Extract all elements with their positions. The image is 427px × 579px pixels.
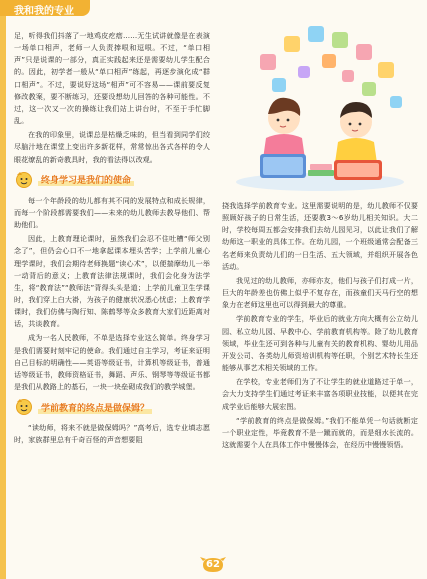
column-header-label: 我和我的专业	[14, 6, 74, 17]
paragraph: 我见过的幼儿教师，亦师亦友，他们与孩子们打成一片，巨大的年龄差也仿佛上似乎不复存在，而孩童们天马行空的想象力在老师这里也可以得到最大的尊重。	[222, 275, 418, 310]
right-column	[222, 200, 418, 453]
cartoon-mascot-icon	[14, 398, 34, 416]
cartoon-mascot-icon	[14, 171, 34, 189]
paragraph: 每一个年龄段的幼儿都有其不同的发展特点和成长规律，而每一个阶段都需要我们——未来的幼儿教师去教导他们、帮助他们。	[14, 195, 210, 230]
section-heading	[14, 398, 210, 416]
paragraph: 在学校，专业老师们为了不让学生的就业道路过于单一，会大力支持学生们通过考证来丰富各项职业技能，以便其在完成学业后能够大展宏图。	[222, 377, 418, 411]
section-title: 学前教育的终点是做保姆？	[38, 401, 152, 414]
paragraph: “读幼师，将来不就是做保姆吗？”高考后，选专业填志愿时，家族群里总有千奇百怪的声音想要阻	[14, 423, 210, 445]
left-column	[14, 30, 210, 449]
left-border-stripe	[0, 0, 6, 579]
children-learning-illustration	[222, 14, 418, 196]
paragraph: 挠我选择学前教育专业。这里需要说明的是，幼儿教师不仅要照顾好孩子的日常生活，还要教3～6岁幼儿相关知识。大二时，学校每周五都会安排我们去幼儿园见习，以此让我们了解幼师这一职业的具体工作。在幼儿园，一个班级通常会配备三名老师来负责幼儿们的一日生活、五大领域，并组织开展各色活动。	[222, 201, 418, 271]
paragraph: 足，听得我们抖落了一地鸡皮疙瘩……无生试讲就像是在表演一场单口相声，老师一人负责捧哏和逗哏。不过，“单口相声”只是说课的一部分，真正实践起来还是需要幼儿学生配合的。因此，初学者一般从“单口相声”练起，再逐步演化成“群口相声”。不过，要说好这场“相声”可不容易——课前要反复修改教案，要不断练习，还要设想幼儿回答的各种可能性。不过，这一次又一次的操练让我们站上讲台时，不至于手忙脚乱。	[14, 31, 210, 126]
paragraph: 因此，上教育理论课时，虽然我们会忍不住吐槽“师父别念了”，但仍会心口不一地拿起课本埋头苦学；上学前儿童心理学课时，我们会期待老师换题“读心术”，以便揣摩幼儿一举一动背后的意义；上教育法律法规课时，我们会化身为法学生，将“教育法”“教师法”背得头头是道；上学前儿童卫生学课时，我们穿上白大褂，为孩子的健康状况悉心忧虑；上教育学课时，我们仿佛与陶行知、陈鹤琴等众多教育大家们近距离对话，共谈教育。	[14, 234, 210, 329]
girl-figure	[260, 98, 306, 178]
paragraph: 成为一名人民教师，不单是选择专业这么简单。终身学习是我们需要时刻牢记的使命。我们通过自主学习，考证来证明自己目标的明确性——英语等级证书，计算机等级证书，普通话等级证书，教师资格证书，舞蹈、声乐、钢琴等等级证书都是我们从教路上的基石，一块一块垒砌成我们的教学城堡。	[14, 333, 210, 392]
paragraph: 学前教育专业的学生，毕业后的就业方向大概有公立幼儿园、私立幼儿园、早教中心、学前教育机构等。除了幼儿教育领域，毕业生还可到各种与儿童有关的教育机构、婴幼儿用品开发公司、各类幼儿师资培训机构等任职，个别艺术特长生还能够从事艺术相关领域的工作。	[222, 314, 418, 373]
paragraph: 在我的印象里，说课总是枯燥乏味的，但当看到同学们绞尽脑汁地在课堂上变出许多新花样，常常惊出各式各样的令人眼花缭乱的新奇教具时，我的看法得以改观。	[14, 130, 210, 164]
page-number: 62	[206, 559, 220, 570]
section-title: 终身学习是我们的使命	[38, 173, 134, 186]
floating-icon-tiles	[260, 26, 402, 108]
paragraph: “学前教育的终点是做保姆。”我们不能单凭一句话就断定一个职业定性，毕竟教育不是一蹴而就的，而是细水长流的。这就需要个人在具体工作中慢慢体会，在经历中慢慢领悟。	[222, 415, 418, 449]
section-heading	[14, 171, 210, 189]
boy-figure	[334, 102, 382, 180]
